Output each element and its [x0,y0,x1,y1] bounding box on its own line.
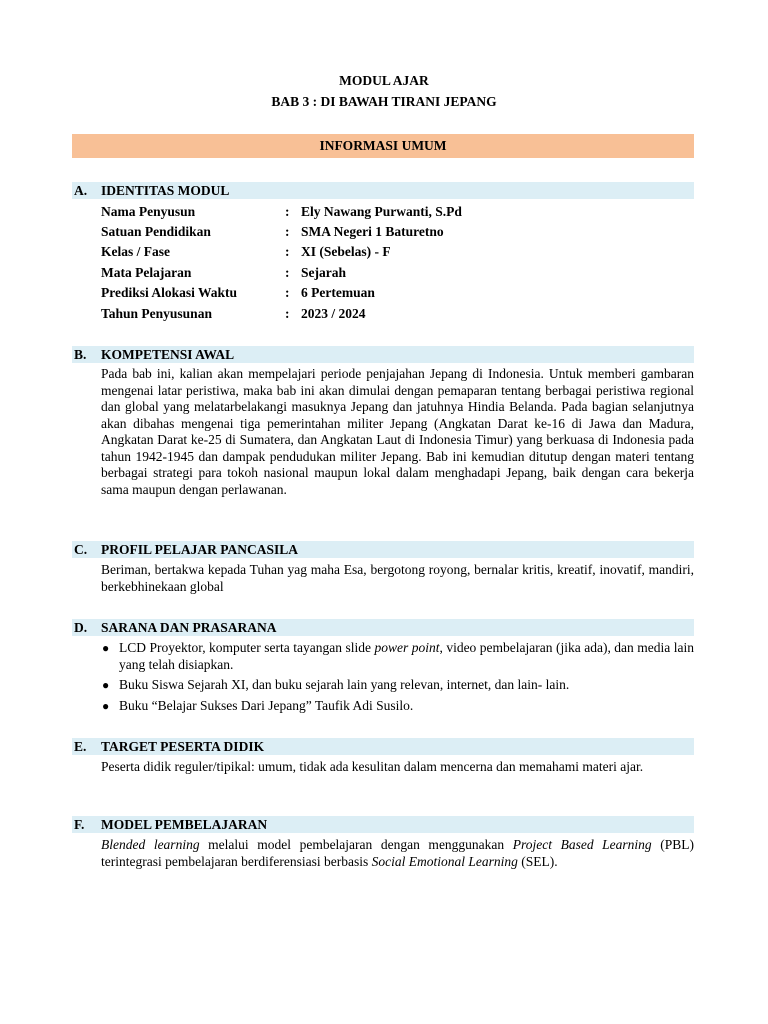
identity-label: Satuan Pendidikan [101,224,211,239]
identity-label: Prediksi Alokasi Waktu [101,285,238,300]
identity-row [101,283,694,303]
identity-row [101,202,694,222]
identity-value: 6 Pertemuan [301,285,375,300]
learning-model-emphasis: Project Based Learning [512,837,652,852]
section-b-title: KOMPETENSI AWAL [101,347,235,362]
identity-label: Tahun Penyusunan [101,306,212,321]
learning-model-text [101,837,694,870]
identity-row [101,242,694,262]
section-f-title: MODEL PEMBELAJARAN [101,817,268,832]
identity-value: Ely Nawang Purwanti, S.Pd [301,204,462,219]
identity-row [101,263,694,283]
identity-label: Nama Penyusun [101,204,196,219]
target-students-text: Peserta didik reguler/tipikal: umum, tidak ada kesulitan dalam mencerna dan memahami materi ajar. [101,759,644,774]
section-a-title: IDENTITAS MODUL [101,183,230,198]
identity-value: XI (Sebelas) - F [301,244,391,259]
list-item [101,640,694,673]
learning-model-emphasis: Blended learning [101,837,200,852]
identity-colon: : [285,306,290,321]
section-e-letter: E. [74,739,87,754]
facilities-list [101,640,694,714]
identity-row [101,304,694,324]
section-d-letter: D. [74,620,88,635]
identity-row [101,222,694,242]
identity-value: Sejarah [301,265,346,280]
learning-model-emphasis: Social Emotional Learning [371,853,518,869]
section-f-header [72,816,694,833]
facility-emphasis: power point [374,640,440,655]
section-c-header [72,541,694,558]
module-title: MODUL AJAR [339,73,429,88]
learning-model-span: (PBL) terintegrasi pembelajaran berdiferensiasi berbasis [101,837,695,869]
identity-colon: : [285,285,290,300]
identity-colon: : [285,265,290,280]
identity-label: Kelas / Fase [101,244,170,259]
section-b-letter: B. [74,347,87,362]
section-c-letter: C. [74,542,88,557]
section-d-title: SARANA DAN PRASARANA [101,620,277,635]
facility-text: LCD Proyektor, komputer serta tayangan slide [119,640,375,655]
identity-colon: : [285,204,290,219]
list-item [101,677,694,694]
section-b-header [72,346,694,363]
initial-competence-text: Pada bab ini, kalian akan mempelajari periode penjajahan Jepang di Indonesia. Untuk memberi gambaran mengenai latar peristiwa, maka bab ini akan dimulai dengan pemaparan tentang berbagai peristiwa regional dan global yang melatarbelakangi masuknya Jepang dan jatuhnya Hindia Belanda. Pada bagian selanjutnya akan dibahas mengenai tiga pemerintahan militer Jepang (Angkatan Darat ke-16 di Jawa dan Madura, Angkatan Darat ke-25 di Sumatera, dan Angkatan Laut di Indonesia Timur) yang berkuasa di Indonesia pada tahun 1942-1945 dan dampak pendudukan militer Jepang. Bab ini kemudian ditutup dengan materi tentang berbagai strategi para tokoh nasional maupun lokal dalam menghadapi Jepang, baik dengan cara bekerja sama maupun dengan perlawanan. [101,366,694,497]
identity-colon: : [285,244,290,259]
identity-value: SMA Negeri 1 Baturetno [301,224,444,239]
general-info-banner: INFORMASI UMUM [72,134,694,158]
section-e-title: TARGET PESERTA DIDIK [101,739,265,754]
list-item [101,698,694,715]
identity-colon: : [285,224,290,239]
facility-text: , video pembelajaran (jika ada), dan media lain yang telah disiapkan. [119,640,694,672]
section-f-letter: F. [74,817,85,832]
section-e-header [72,738,694,755]
section-d-header [72,619,694,636]
pancasila-profile-text: Beriman, bertakwa kepada Tuhan yag maha Esa, bergotong royong, bernalar kritis, kreatif, inovatif, mandiri, berkebhinekaan global [101,562,694,594]
chapter-title: BAB 3 : DI BAWAH TIRANI JEPANG [271,94,497,109]
facility-text: Buku “Belajar Sukses Dari Jepang” Taufik Adi Susilo. [119,697,414,713]
identity-value: 2023 / 2024 [301,306,366,321]
learning-model-span: melalui model pembelajaran dengan menggunakan [199,837,513,852]
bullet-icon: ● [102,678,110,692]
facility-text: Buku Siswa Sejarah XI, dan buku sejarah lain yang relevan, internet, dan lain- lain. [119,677,570,692]
section-a-header [72,182,694,199]
identity-label: Mata Pelajaran [101,265,192,280]
section-a-letter: A. [74,183,88,198]
bullet-icon: ● [102,698,110,713]
learning-model-span: (SEL). [517,853,558,869]
bullet-icon: ● [102,641,110,655]
section-c-title: PROFIL PELAJAR PANCASILA [101,542,299,557]
